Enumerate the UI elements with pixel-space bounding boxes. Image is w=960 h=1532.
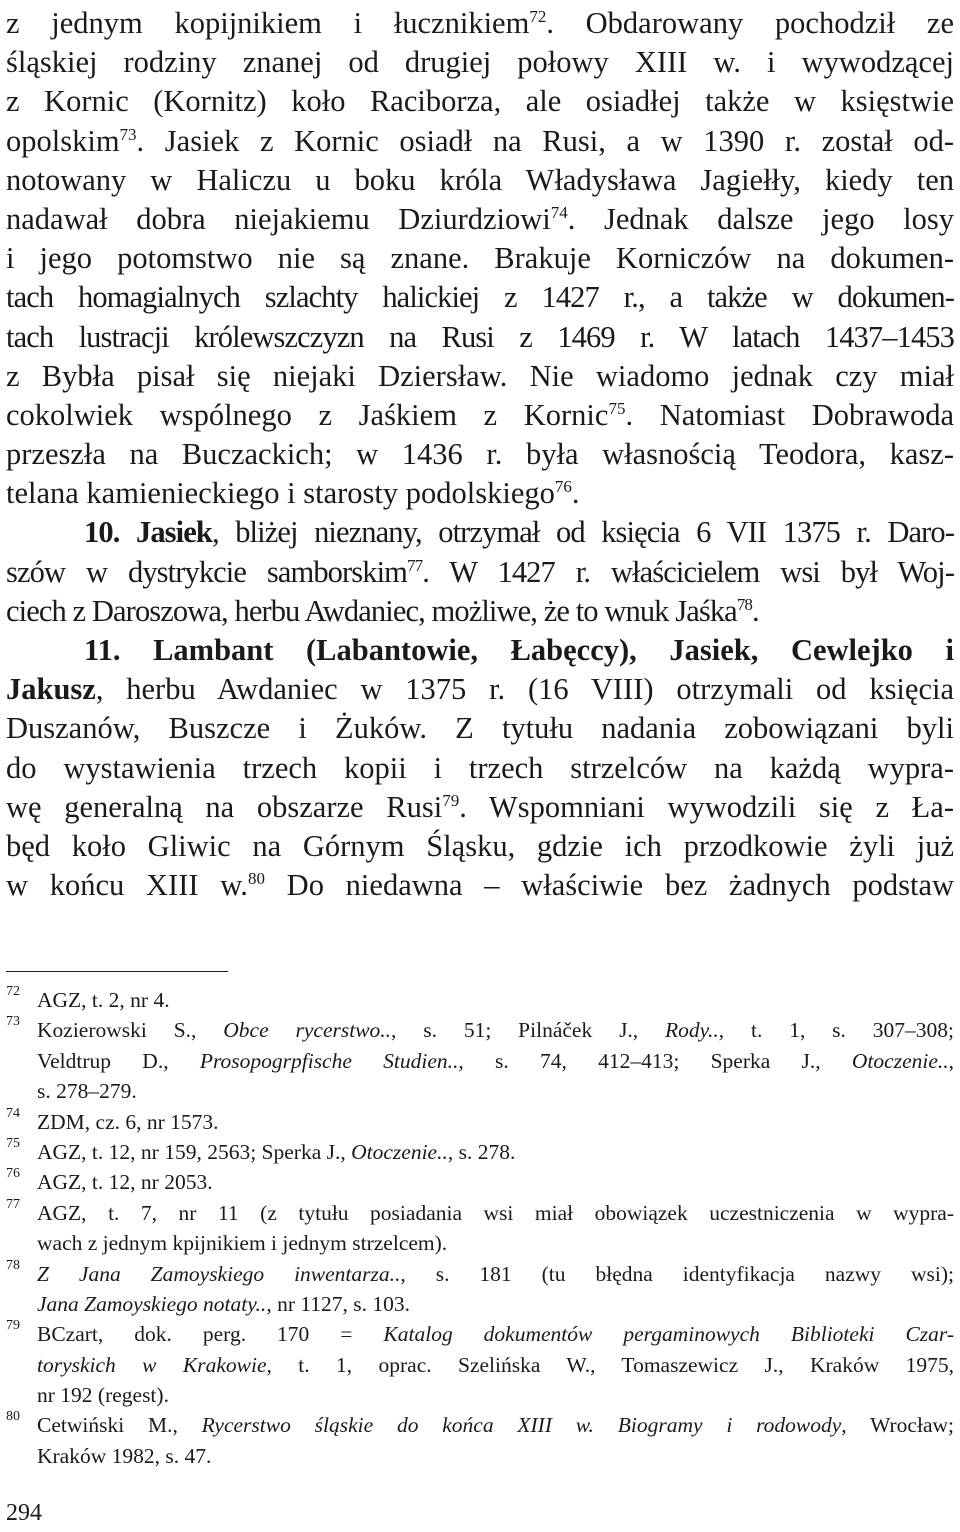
- text: będ koło Gliwic na Górnym Śląsku, gdzie ich przodkowie żyli już: [6, 828, 954, 863]
- text: , s. 74, 412–413; Sperka J.,: [458, 1048, 852, 1073]
- footnote-number: 79: [6, 1318, 20, 1334]
- title-italic: Otoczenie..: [851, 1048, 949, 1073]
- paragraph-11-line: [6, 788, 954, 827]
- text-line: [6, 278, 954, 317]
- text: tach homagialnych szlachty halickiej z 1427 r., a także w dokumen-: [6, 280, 954, 315]
- text: i jego potomstwo nie są znane. Brakuje Korniczów na dokumen-: [6, 241, 954, 276]
- paragraph-10-line: [6, 592, 954, 631]
- person-name: Jakusz: [6, 672, 96, 707]
- text: , s. 181 (tu błędna identyfikacja nazwy wsi);: [400, 1261, 954, 1286]
- text: szów w dystrykcie samborskim: [6, 554, 407, 589]
- text-line: [6, 200, 954, 239]
- footnote-line: nr 192 (regest).: [37, 1383, 169, 1408]
- text-line: [6, 318, 954, 357]
- footnote-ref: 73: [119, 124, 137, 144]
- footnote-73: [6, 1015, 954, 1106]
- footnote-divider: [6, 971, 228, 972]
- text: , t. 1, s. 307–308;: [718, 1018, 954, 1043]
- main-text: [6, 4, 954, 905]
- text: BCzart, dok. perg. 170 =: [37, 1322, 384, 1347]
- footnote-79: [6, 1319, 954, 1410]
- text-line: [6, 474, 954, 513]
- text: , t. 1, oprac. Szelińska W., Tomaszewicz J., Kraków 1975,: [266, 1352, 954, 1377]
- footnote-number: 76: [6, 1166, 20, 1182]
- text: Cetwiński M.,: [37, 1413, 202, 1438]
- footnote-ref: 79: [442, 790, 460, 810]
- footnote-line: [37, 1319, 954, 1349]
- text: , s. 51; Pilnáček J.,: [391, 1018, 666, 1043]
- text-line: [6, 357, 954, 396]
- person-name: Jasiek: [135, 515, 212, 550]
- text: ,: [948, 1048, 954, 1073]
- footnote-text: AGZ, t. 12, nr 2053.: [37, 1170, 213, 1195]
- paragraph-10-line: [6, 513, 954, 552]
- footnote-78: [6, 1259, 954, 1320]
- text-line: [6, 4, 954, 43]
- text: w końcu XIII w.: [6, 868, 248, 903]
- footnote-74: [6, 1107, 954, 1137]
- text: , herbu Awdaniec w 1375 r. (16 VIII) otrzymali od księcia: [95, 672, 954, 707]
- paragraph-11-line: [6, 749, 954, 788]
- footnote-line: [37, 1289, 954, 1319]
- footnote-ref: 72: [529, 7, 547, 26]
- footnote-line: Kraków 1982, s. 47.: [37, 1443, 212, 1468]
- text: z Kornic (Kornitz) koło Raciborza, ale osiadłej także w księstwie: [6, 84, 954, 119]
- footnote-ref: 74: [550, 202, 568, 222]
- title-italic: Katalog dokumentów pergaminowych Biblioteki Czar-: [383, 1322, 954, 1347]
- footnote-number: 73: [6, 1014, 20, 1030]
- text: . Jednak dalsze jego losy: [567, 201, 954, 236]
- text-line: [6, 435, 954, 474]
- text: Veldtrup D.,: [37, 1048, 200, 1073]
- footnote-number: 74: [6, 1105, 20, 1121]
- paragraph-11-line: [6, 827, 954, 866]
- paragraph-number: 10.: [84, 515, 120, 550]
- footnote-ref: 80: [247, 869, 265, 889]
- footnote-76: [6, 1167, 954, 1197]
- footnote-text: ZDM, cz. 6, nr 1573.: [37, 1109, 219, 1134]
- title-italic: Z Jana Zamoyskiego inwentarza..: [37, 1261, 401, 1286]
- footnote-72: [6, 985, 954, 1015]
- text: .: [752, 593, 759, 628]
- text: .: [571, 476, 580, 511]
- paragraph-11-line: [6, 670, 954, 709]
- text: . Natomiast Dobrawoda: [625, 397, 954, 432]
- title-italic: Jana Zamoyskiego notaty..: [37, 1291, 267, 1316]
- text: notowany w Haliczu u boku króla Władysława Jagiełły, kiedy ten: [6, 162, 954, 197]
- text: telana kamienieckiego i starosty podolskiego: [6, 476, 555, 511]
- footnote-line: [37, 1350, 954, 1380]
- text: Do niedawna – właściwie bez żadnych podstaw: [264, 868, 955, 903]
- footnote-line: AGZ, t. 7, nr 11 (z tytułu posiadania wsi miał obowiązek uczestniczenia w wypra-: [37, 1200, 954, 1225]
- title-italic: Rody..: [665, 1018, 719, 1043]
- text: ciech z Daroszowa, herbu Awdaniec, możliwe, że to wnuk Jaśka: [6, 593, 737, 628]
- title-italic: Prosopogrpfische Studien..: [199, 1048, 459, 1073]
- text: AGZ, t. 12, nr 159, 2563; Sperka J.,: [37, 1139, 352, 1164]
- text-line: [6, 43, 954, 82]
- footnote-line: wach z jednym kpijnikiem i jednym strzelcem).: [37, 1231, 448, 1256]
- footnote-number: 77: [6, 1196, 20, 1212]
- text: , bliżej nieznany, otrzymał od księcia 6 VII 1375 r. Daro-: [211, 515, 955, 550]
- text-line: [6, 122, 954, 161]
- footnote-line: [37, 1137, 954, 1167]
- text: . Obdarowany pochodził ze: [546, 6, 954, 40]
- text: opolskim: [6, 123, 120, 158]
- text-line: [6, 239, 954, 278]
- footnote-text: AGZ, t. 2, nr 4.: [37, 988, 170, 1012]
- title-italic: toryskich w Krakowie: [37, 1352, 267, 1377]
- text: cokolwiek wspólnego z Jaśkiem z Kornic: [6, 397, 609, 432]
- footnote-number: 72: [6, 984, 20, 999]
- title-italic: Rycerstwo śląskie do końca XIII w. Biogramy i rodowody: [201, 1413, 842, 1438]
- footnote-ref: 76: [554, 477, 572, 497]
- footnote-75: [6, 1137, 954, 1167]
- footnote-ref: 75: [608, 398, 626, 418]
- footnote-number: 78: [6, 1257, 20, 1273]
- text: tach lustracji królewszczyzn na Rusi z 1469 r. W latach 1437–1453: [6, 319, 954, 354]
- footnotes: [6, 985, 954, 1471]
- footnote-80: [6, 1410, 954, 1471]
- footnote-line: [37, 1015, 954, 1045]
- text: śląskiej rodziny znanej od drugiej połowy XIII w. i wywodzącej: [6, 45, 954, 80]
- title-italic: Obce rycerstwo..: [223, 1018, 392, 1043]
- title-italic: Otoczenie..: [351, 1139, 448, 1164]
- footnote-ref: 77: [407, 555, 423, 575]
- paragraph-11-line: [6, 866, 954, 905]
- text: wę generalną na obszarze Rusi: [6, 789, 443, 824]
- text: , s. 278.: [447, 1139, 516, 1164]
- text: do wystawienia trzech kopii i trzech strzelców na każdą wypra-: [6, 750, 954, 785]
- paragraph-11-line: [6, 631, 954, 670]
- paragraph-10-line: [6, 553, 954, 592]
- footnote-line: [37, 1046, 954, 1076]
- paragraph-number: 11.: [84, 633, 121, 667]
- paragraph-11-line: [6, 709, 954, 748]
- text: . W 1427 r. właścicielem wsi był Woj-: [422, 554, 954, 589]
- footnote-line: s. 278–279.: [37, 1079, 137, 1104]
- text-line: [6, 82, 954, 121]
- text: przeszła na Buczackich; w 1436 r. była własnością Teodora, kasz-: [6, 437, 954, 472]
- footnote-ref: 78: [736, 594, 753, 614]
- text: z Bybła pisał się niejaki Dziersław. Nie wiadomo jednak czy miał: [6, 358, 954, 393]
- text: nadawał dobra niejakiemu Dziurdziowi: [6, 201, 551, 236]
- text-line: [6, 161, 954, 200]
- text: z jednym kopijnikiem i łucznikiem: [6, 6, 530, 40]
- page-number: 294: [6, 1500, 42, 1526]
- footnote-number: 80: [6, 1409, 20, 1425]
- person-names: Lambant (Labantowie, Łabęccy), Jasiek, Cewlejko i: [153, 633, 954, 667]
- footnote-line: [37, 1410, 954, 1440]
- footnote-line: [37, 1259, 954, 1289]
- text: . Wspomniani wywodzili się z Ła-: [459, 789, 954, 824]
- footnote-77: [6, 1198, 954, 1259]
- text: Duszanów, Buszcze i Żuków. Z tytułu nadania zobowiązani byli: [6, 711, 954, 746]
- text-line: [6, 396, 954, 435]
- text: , nr 1127, s. 103.: [266, 1291, 411, 1316]
- text: . Jasiek z Kornic osiadł na Rusi, a w 1390 r. został od-: [136, 123, 954, 158]
- footnote-number: 75: [6, 1135, 20, 1151]
- text: Kozierowski S.,: [37, 1018, 224, 1043]
- text: , Wrocław;: [841, 1413, 954, 1438]
